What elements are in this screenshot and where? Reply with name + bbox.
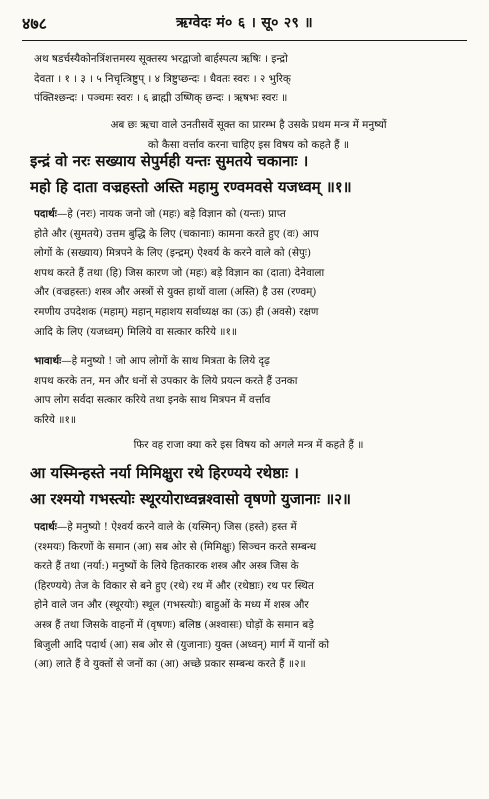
padartha-2 [34, 518, 463, 675]
padartha-label: पदार्थः [34, 521, 57, 533]
padartha-1 [34, 205, 463, 342]
page-header [22, 12, 467, 41]
mantra-2-lead [34, 436, 463, 456]
padartha-line: (हिरण्यये) तेज के विकार से बने हुए (रथे) रथ में और (रथेष्ठाः) रथ पर स्थित [34, 579, 314, 592]
lead-line: अब छः ऋचा वाले उनतीसवें सूक्त का प्रारम्भ है उसके प्रथम मन्त्र में मनुष्यों [110, 119, 387, 131]
mantra-line: महो हि दाता वज्रहस्तो अस्ति महामु रण्वमवसे यजध्वम् ॥१॥ [30, 178, 352, 196]
padartha-line: और (वज्रहस्तः) शस्त्र और अस्त्रों से युक्त हाथों वाला (अस्ति) है उस (रण्वम्) [34, 286, 317, 299]
bhavartha-1 [34, 352, 463, 430]
mantra-line: इन्द्रं वो नरः सख्याय सेपुर्मही यन्तः सुमतये चकानाः । [30, 152, 309, 170]
padartha-line: पदार्थः—हे मनुष्यो ! ऐश्वर्य करने वाले के (यस्मिन्) जिस (हस्ते) हस्त में [34, 521, 297, 533]
padartha-line: पदार्थः—हे (नरः) नायक जनो जो (महः) बड़े विज्ञान को (यन्तः) प्राप्त [34, 208, 286, 220]
sukta-intro [34, 50, 463, 109]
padartha-line: लोगों के (सख्याय) मित्रपने के लिए (इन्द्रम्) ऐश्वर्य के करने वाले को (सेपुः) [34, 247, 312, 260]
mantra-line: आ रश्मयो गभस्त्योः स्थूरयोराध्वन्नश्वासो वृषणो युजानाः ॥२॥ [30, 490, 351, 508]
padartha-line: (रश्मयः) किरणों के समान (आ) सब ओर से (मिमिक्षुः) सिञ्चन करते सम्बन्ध [34, 540, 317, 553]
intro-line: अथ षडर्चस्यैकोनत्रिंशत्तमस्य सूक्तस्य भरद्वाजो बार्हस्पत्य ऋषिः । इन्द्रो [34, 53, 288, 65]
mantra-line: आ यस्मिन्हस्ते नर्या मिमिक्षुरा रथे हिरण्यये रथेष्ठाः । [30, 464, 299, 482]
padartha-label: पदार्थः [34, 208, 57, 220]
lead-line: फिर वह राजा क्या करे इस विषय को अगले मन्त्र में कहते हैं ॥ [133, 439, 364, 451]
mantra-1 [30, 148, 467, 200]
bhavartha-line: शपथ करके तन, मन और धनों से उपकार के लिये प्रयत्न करते हैं उनका [34, 374, 298, 387]
padartha-line: बिजुली आदि पदार्थ (आ) सब ओर से (युजानाः) युक्त (अध्वन्) मार्ग में यानों को [34, 638, 330, 651]
bhavartha-line: भावार्थः—हे मनुष्यो ! जो आप लोगों के साथ मित्रता के लिये दृढ़ [34, 355, 270, 367]
bhavartha-label: भावार्थः [34, 355, 62, 367]
bhavartha-line: आप लोग सर्वदा सत्कार करिये तथा इनके साथ मित्रपन में वर्त्ताव [34, 394, 271, 407]
bhavartha-line: करिये ॥१॥ [34, 413, 77, 426]
padartha-line: होते और (सुमतये) उत्तम बुद्धि के लिए (चकानाः) कामना करते हुए (वः) आप [34, 227, 319, 240]
intro-line: देवता । १ । ३ । ५ निचृत्त्रिष्टुप् । ४ त्रिष्टुप्छन्दः । धैवतः स्वरः । २ भुरिक् [34, 72, 291, 85]
padartha-line: आदि के लिए (यजध्वम्) मिलिये वा सत्कार करिये ॥१॥ [34, 325, 238, 338]
padartha-line: होने वाले जन और (स्थूरयोः) स्थूल (गभस्त्योः) बाहुओं के मध्य में शस्त्र और [34, 599, 309, 612]
padartha-line: अस्त्र हैं तथा जिसके वाहनों में (वृषणः) बलिष्ठ (अश्वासः) घोड़ों के समान बड़े [34, 618, 314, 631]
running-title: ऋग्वेदः मं० ६ । सू० २९ ॥ [176, 15, 313, 31]
page-number: ४७८ [22, 14, 47, 33]
lead-line: को कैसा वर्त्ताव करना चाहिए इस विषय को कहते हैं ॥ [147, 138, 350, 151]
padartha-line: (आ) लाते हैं वे युक्तों से जनों का (आ) अच्छे प्रकार सम्बन्ध करते हैं ॥२॥ [34, 658, 306, 671]
padartha-line: शपथ करते हैं तथा (हि) जिस कारण जो (महः) बड़े विज्ञान का (दाता) देनेवाला [34, 266, 325, 279]
mantra-2 [30, 460, 467, 512]
padartha-line: करते हैं तथा (नर्या:) मनुष्यों के लिये हितकारक शस्त्र और अस्त्र जिस के [34, 560, 299, 573]
padartha-line: रमणीय उपदेशक (महाम्) महान् महाशय सर्वाध्यक्ष का (ऊ) ही (अवसे) रक्षण [34, 305, 319, 318]
intro-line: पंक्तिश्छन्दः । पञ्चमः स्वरः । ६ ब्राह्मी उष्णिक् छन्दः । ऋषभः स्वरः ॥ [34, 92, 288, 105]
